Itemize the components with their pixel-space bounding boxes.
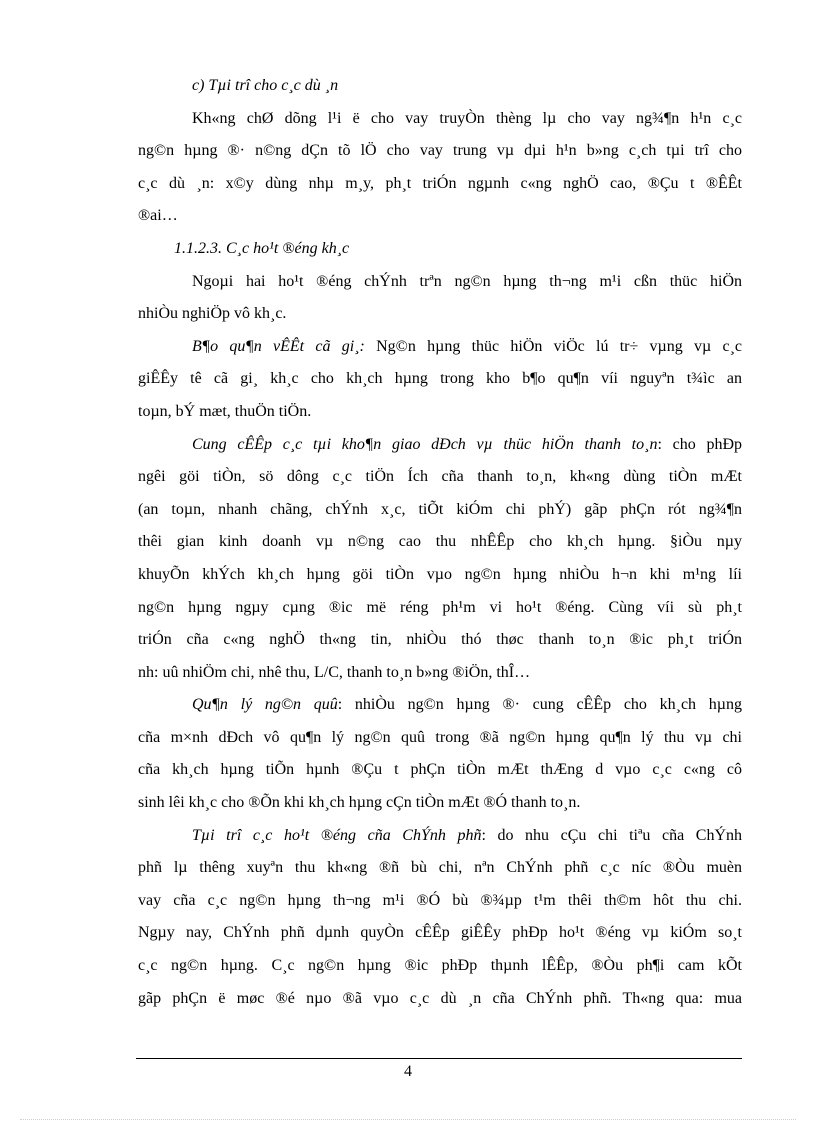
- page-body: [138, 70, 742, 1015]
- paragraph-line: triÓn cña c«ng nghÖ th«ng tin, nhiÒu thó thøc thanh to¸n ®ic ph¸t triÓn: [138, 631, 742, 649]
- paragraph-line: ng©n hµng ®· n©ng dÇn tõ lÖ cho vay trung vµ dµi h¹n b»ng c¸ch tµi trî cho: [138, 142, 742, 160]
- paragraph-lead: B¶o qu¶n vÊÊt cã gi¸:: [192, 337, 365, 355]
- paragraph-line: ng©n hµng ngµy cµng ®ic më réng ph¹m vi ho¹t ®éng. Cùng víi sù ph¸t: [138, 598, 742, 616]
- paragraph-line: Kh«ng chØ dõng l¹i ë cho vay truyÒn thèng lµ cho vay ng¾¶n h¹n c¸c: [192, 109, 742, 127]
- paragraph-line: Ngoµi hai ho¹t ®éng chÝnh trªn ng©n hµng th¬ng m¹i cßn thüc hiÖn: [192, 272, 742, 290]
- paragraph-5: [138, 689, 742, 819]
- paragraph-line: nhiÒu nghiÖp vô kh¸c.: [138, 305, 287, 323]
- paragraph-line: Ngµy nay, ChÝnh phñ dµnh quyÒn cÊÊp giÊÊy phÐp ho¹t ®éng vµ kiÓm so¸t: [138, 924, 742, 942]
- paragraph-text: Ng©n hµng thüc hiÖn viÖc lú tr÷ vµng vµ c¸c: [376, 337, 743, 355]
- paragraph-line: nh: uû nhiÖm chi, nhê thu, L/C, thanh to¸n b»ng ®iÖn, thÎ…: [138, 663, 531, 681]
- paragraph-line: c¸c ng©n hµng. C¸c ng©n hµng ®ic phÐp thµnh lÊÊp, ®Òu ph¶i cam kÕt: [138, 957, 742, 975]
- page-number: 4: [404, 1063, 412, 1080]
- paragraph-line: vay cña c¸c ng©n hµng th¬ng m¹i ®Ó bù ®¾µp t¹m thêi th©m hôt thu chi.: [138, 891, 742, 909]
- paragraph-line: khuyÕn khÝch kh¸ch hµng göi tiÒn vµo ng©n hµng nhiÒu h¬n khi m¹ng líi: [138, 565, 742, 583]
- paragraph-line: [138, 331, 742, 364]
- paragraph-lead: Qu¶n lý ng©n quû: [192, 696, 338, 714]
- paragraph-line: cña kh¸ch hµng tiÕn hµnh ®Çu t phÇn tiÒn mÆt thÆng d vµo c¸c c«ng cô: [138, 761, 742, 779]
- paragraph-line: [138, 689, 742, 722]
- paragraph-text: : nhiÒu ng©n hµng ®· cung cÊÊp cho kh¸ch hµng: [337, 696, 742, 714]
- subsection-heading-1-1-2-3: 1.1.2.3. C¸c ho¹t ®éng kh¸c: [174, 239, 350, 257]
- paragraph-line: phñ lµ thêng xuyªn thu kh«ng ®ñ bù chi, nªn ChÝnh phñ c¸c níc ®Òu muèn: [138, 859, 742, 877]
- page-bottom-border: [20, 1119, 796, 1120]
- footer-divider: [136, 1058, 742, 1059]
- section-heading-c: c) Tµi trî cho c¸c dù ¸n: [192, 77, 339, 94]
- paragraph-line: thêi gian kinh doanh vµ n©ng cao thu nhÊÊp cho kh¸ch hµng. §iÒu nµy: [138, 533, 742, 551]
- paragraph-line: gãp phÇn ë møc ®é nµo ®ã vµo c¸c dù ¸n cña ChÝnh phñ. Th«ng qua: mua: [138, 989, 742, 1007]
- paragraph-1: [138, 103, 742, 233]
- paragraph-line: cña m×nh dÐch vô qu¶n lý ng©n quû trong ®ã ng©n hµng qu¶n lý thu vµ chi: [138, 728, 742, 746]
- paragraph-2: [138, 266, 742, 331]
- paragraph-line: (an toµn, nhanh chãng, chÝnh x¸c, tiÕt kiÓm chi phÝ) gãp phÇn rót ng¾¶n: [138, 500, 742, 518]
- paragraph-line: ®ai…: [138, 207, 178, 225]
- paragraph-lead: Cung cÊÊp c¸c tµi kho¶n giao dÐch vµ thüc hiÖn thanh to¸n: [192, 435, 658, 453]
- paragraph-line: sinh lêi kh¸c cho ®Õn khi kh¸ch hµng cÇn tiÒn mÆt ®Ó thanh to¸n.: [138, 794, 581, 812]
- paragraph-line: ngêi göi tiÒn, sö dông c¸c tiÖn Ích cña thanh to¸n, kh«ng dùng tiÒn mÆt: [138, 468, 742, 486]
- paragraph-line: c¸c dù ¸n: x©y dùng nhµ m¸y, ph¸t triÓn ngµnh c«ng nghÖ cao, ®Çu t ®ÊÊt: [138, 174, 742, 192]
- paragraph-text: : cho phÐp: [657, 435, 742, 453]
- paragraph-6: [138, 820, 742, 1016]
- paragraph-line: [138, 820, 742, 853]
- paragraph-4: [138, 429, 742, 690]
- paragraph-lead: Tµi trî c¸c ho¹t ®éng cña ChÝnh phñ: [192, 826, 482, 844]
- paragraph-line: toµn, bÝ mæt, thuÖn tiÖn.: [138, 402, 312, 420]
- paragraph-text: : do nhu cÇu chi tiªu cña ChÝnh: [481, 826, 742, 844]
- paragraph-line: [138, 429, 742, 462]
- paragraph-line: giÊÊy tê cã gi¸ kh¸c cho kh¸ch hµng trong kho b¶o qu¶n víi nguyªn t¾ìc an: [138, 370, 742, 388]
- paragraph-3: [138, 331, 742, 429]
